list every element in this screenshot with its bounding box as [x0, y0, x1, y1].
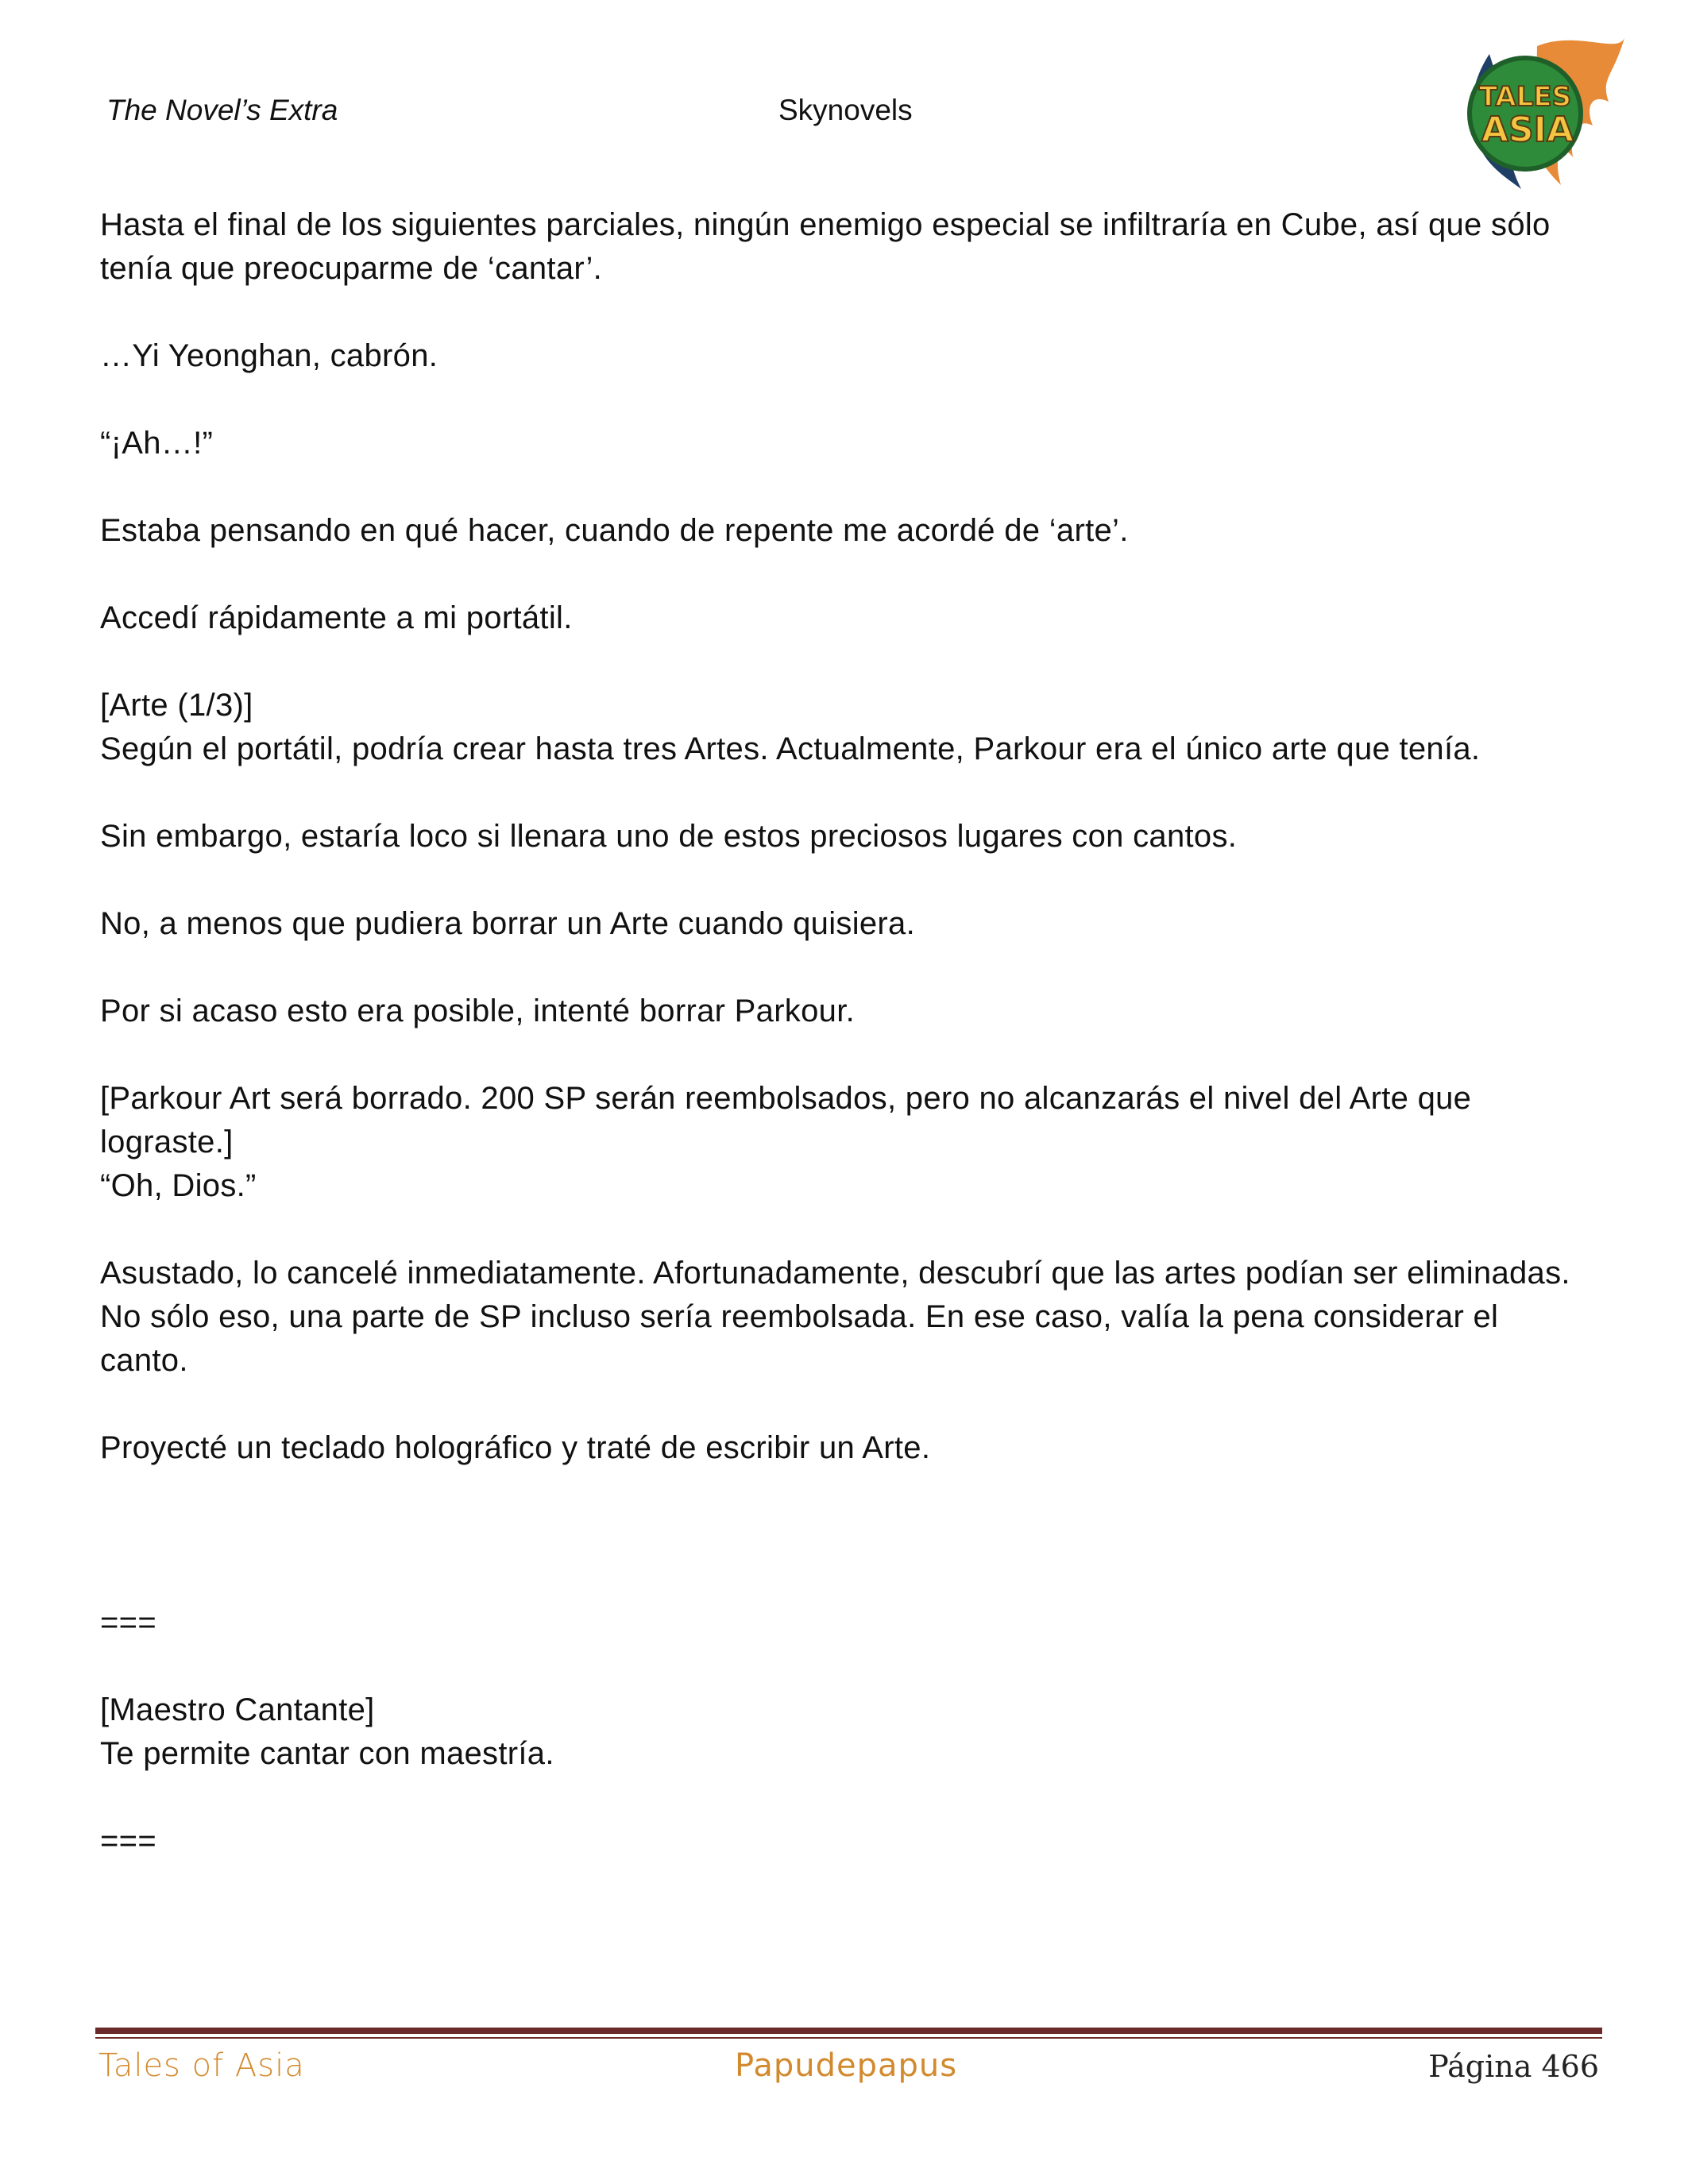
paragraph: “¡Ah…!” [100, 426, 214, 461]
footer-site: Tales of Asia [98, 2047, 305, 2084]
footer-rule [95, 2028, 1602, 2034]
paragraph: Hasta el final de los siguientes parciales, ningún enemigo especial se infiltraría en Cube, así que sólo tenía que preocuparme de ‘cantar’. [100, 207, 1551, 286]
page-body [100, 203, 1593, 1863]
separator-text: === [100, 1605, 156, 1640]
header-site: Skynovels [778, 94, 913, 126]
tales-of-asia-logo [1442, 30, 1632, 197]
paragraph: Asustado, lo cancelé inmediatamente. Afortunadamente, descubrí que las artes podían ser eliminadas. No sólo eso, una parte de SP incluso sería reembolsada. En ese caso, valía la pena considerar el canto. [100, 1256, 1570, 1378]
paragraph: “Oh, Dios.” [100, 1168, 257, 1203]
paragraph: Estaba pensando en qué hacer, cuando de repente me acordé de ‘arte’. [100, 513, 1129, 548]
paragraph: No, a menos que pudiera borrar un Arte cuando quisiera. [100, 906, 916, 941]
paragraph: Te permite cantar con maestría. [100, 1736, 554, 1771]
paragraph: …Yi Yeonghan, cabrón. [100, 338, 438, 373]
paragraph: Sin embargo, estaría loco si llenara uno de estos preciosos lugares con cantos. [100, 819, 1238, 854]
paragraph: Accedí rápidamente a mi portátil. [100, 600, 573, 635]
paragraph: Según el portátil, podría crear hasta tres Artes. Actualmente, Parkour era el único arte que tenía. [100, 731, 1481, 766]
paragraph: [Arte (1/3)] [100, 688, 253, 723]
separator-text: === [100, 1823, 156, 1858]
logo-text-bottom: ASIA [1481, 110, 1574, 150]
paragraph: Proyecté un teclado holográfico y traté de escribir un Arte. [100, 1430, 931, 1465]
page-number: Página 466 [1428, 2049, 1599, 2084]
footer-translator: Papudepapus [735, 2047, 958, 2084]
paragraph: [Parkour Art será borrado. 200 SP serán reembolsados, pero no alcanzarás el nivel del Arte que lograste.] [100, 1081, 1472, 1160]
paragraph: [Maestro Cantante] [100, 1692, 375, 1727]
footer-rule-thin [95, 2037, 1602, 2039]
paragraph: Por si acaso esto era posible, intenté borrar Parkour. [100, 994, 856, 1028]
logo-text-top: TALES [1478, 81, 1572, 113]
header-title: The Novel’s Extra [106, 94, 338, 126]
